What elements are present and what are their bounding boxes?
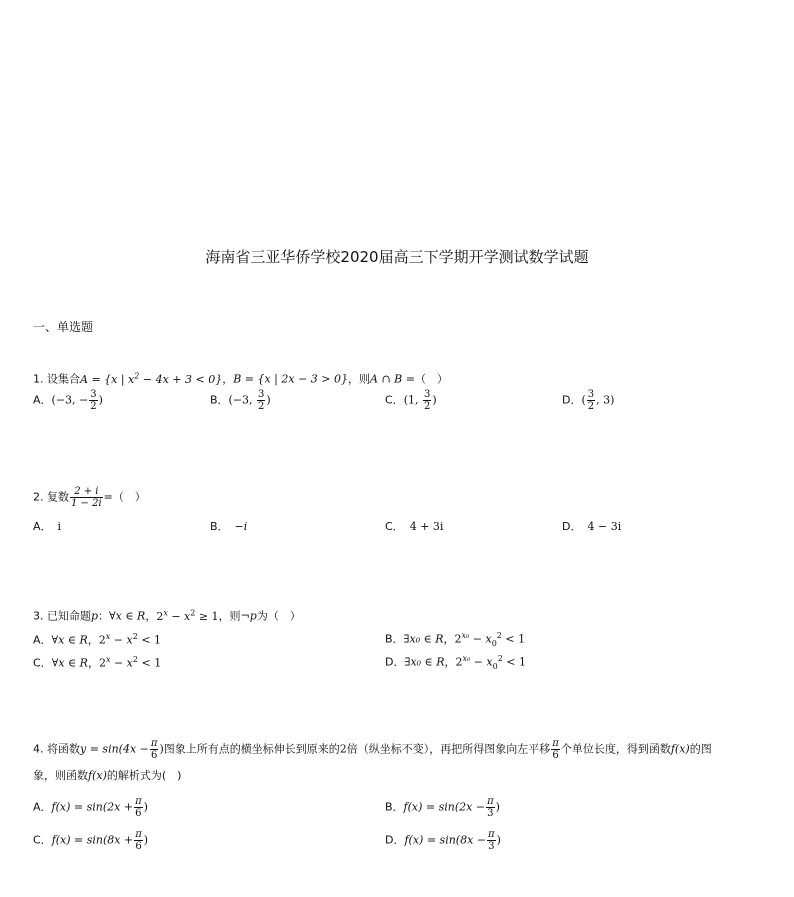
question-2-stem: 2. 复数 $\frac{2 + i}{1 - 2i}$ =（ ） [33, 486, 146, 509]
q4-option-b: B．f(x) = sin(2x − $\frac{\pi}{3}$ ) [385, 796, 500, 819]
question-1-prefix: 1. 设集合 [33, 372, 80, 386]
question-3-stem: 3. 已知命题p：∀x ∈ R，$2^x - x^2 \ge 1$，则¬p为（ ） [33, 608, 301, 623]
question-1-stem: 1. 设集合A = {x | $x^2 - 4x + 3 < 0$}，B = {x | 2x − 3 > 0}，则A ∩ B =（ ） [33, 371, 448, 386]
q4-option-d: D．f(x) = sin(8x − $\frac{\pi}{3}$ ) [385, 829, 501, 852]
q4-option-a: A．f(x) = sin(2x + $\frac{\pi}{6}$ ) [33, 796, 148, 819]
q1-option-b: B．(−3, $\frac{3}{2}$ ) [210, 389, 271, 412]
page-title: 海南省三亚华侨学校2020届高三下学期开学测试数学试题 [205, 248, 589, 266]
set-a: A = {x | $x^2 - 4x + 3 < 0$} [80, 371, 223, 386]
q4-option-c: C．f(x) = sin(8x + $\frac{\pi}{6}$ ) [33, 829, 149, 852]
q3-option-c: C．∀x ∈ R，$2^x - x^2 < 1$ [33, 655, 162, 670]
q3-option-d: D．∃x₀ ∈ R，$2^{x_0} - x_0^2 < 1$ [385, 654, 527, 671]
intersection-expr: A ∩ B = [370, 372, 415, 386]
q2-option-c: C． 4 + 3i [385, 520, 444, 533]
q3-option-b: B．∃x₀ ∈ R，$2^{x_0} - x_0^2 < 1$ [385, 631, 526, 648]
question-4-stem-line2: 象，则函数f(x)的解析式为( ) [33, 769, 182, 782]
q2-option-a: A． i [33, 520, 62, 533]
q1-option-c: C．(1, $\frac{3}{2}$ ) [385, 389, 437, 412]
q1-option-a: A．(−3, − $\frac{3}{2}$ ) [33, 389, 103, 412]
q2-option-d: D． 4 − 3i [562, 520, 622, 533]
question-4-stem-line1: 4. 将函数y = sin(4x − $\frac{\pi}{6}$ )图象上所有点的横坐标伸长到原来的2倍（纵坐标不变），再把所得图象向左平移 $\frac{\pi}{6}$ 个单位长度，得到函数f(x)的图 [33, 738, 712, 761]
q1-option-d: D．( $\frac{3}{2}$ , 3) [562, 389, 615, 412]
q2-option-b: B． −i [210, 520, 248, 533]
q3-option-a: A．∀x ∈ R，$2^x - x^2 < 1$ [33, 632, 162, 647]
section-heading: 一、单选题 [33, 320, 94, 334]
set-b: B = {x | 2x − 3 > 0} [233, 372, 348, 386]
